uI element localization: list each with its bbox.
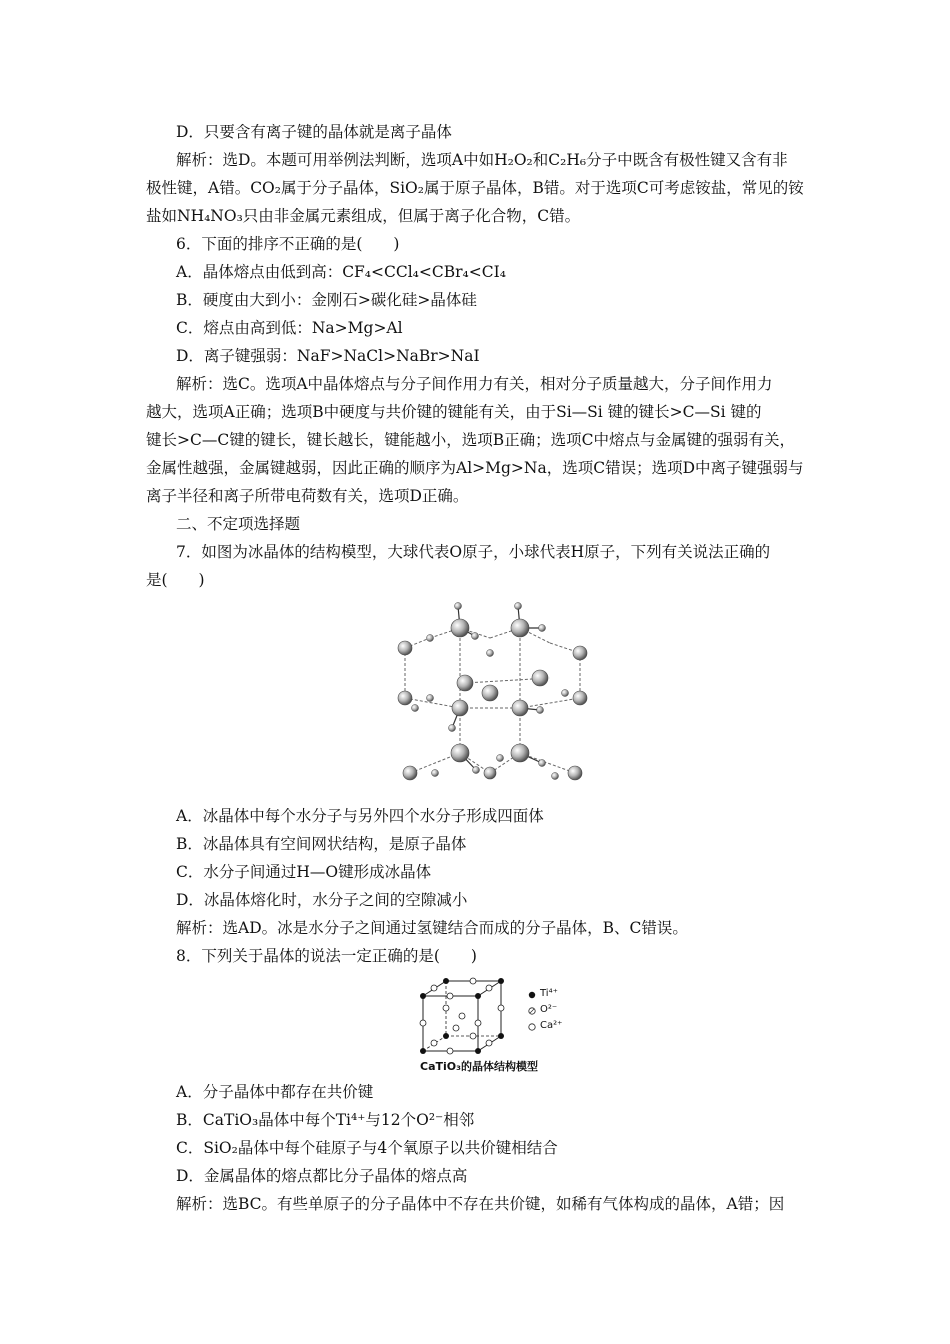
option-6c: C．熔点由高到低：Na>Mg>Al — [176, 319, 403, 337]
option-7c: C．水分子间通过H—O键形成冰晶体 — [176, 863, 432, 881]
option-8d: D．金属晶体的熔点都比分子晶体的熔点高 — [176, 1167, 468, 1185]
question-6: 6．下面的排序不正确的是( ) — [176, 235, 400, 253]
option-7b: B．冰晶体具有空间网状结构，是原子晶体 — [176, 835, 467, 853]
catio3-legend-markers — [526, 990, 538, 1034]
question-8: 8．下列关于晶体的说法一定正确的是( ) — [176, 947, 477, 965]
ice-structure-figure — [390, 598, 600, 798]
analysis-6-line-4: 金属性越强，金属键越弱，因此正确的顺序为Al>Mg>Na，选项C错误；选项D中离子键强弱与 — [146, 459, 804, 477]
analysis-7: 解析：选AD。冰是水分子之间通过氢键结合而成的分子晶体，B、C错误。 — [176, 919, 688, 937]
option-5d: D．只要含有离子键的晶体就是离子晶体 — [176, 123, 452, 141]
catio3-structure-figure — [418, 976, 518, 1056]
option-6d: D．离子键强弱：NaF>NaCl>NaBr>NaI — [176, 347, 480, 365]
option-8a: A．分子晶体中都存在共价键 — [176, 1083, 374, 1101]
option-8b: B．CaTiO₃晶体中每个Ti⁴⁺与12个O²⁻相邻 — [176, 1111, 475, 1129]
question-7-line-1: 7．如图为冰晶体的结构模型，大球代表O原子，小球代表H原子，下列有关说法正确的 — [176, 543, 771, 561]
legend-ca: Ca²⁺ — [540, 1020, 563, 1031]
analysis-5-line-3: 盐如NH₄NO₃只由非金属元素组成，但属于离子化合物，C错。 — [146, 207, 581, 225]
analysis-5-line-2: 极性键，A错。CO₂属于分子晶体，SiO₂属于原子晶体，B错。对于选项C可考虑铵盐，常见的铵 — [146, 179, 804, 197]
option-6a: A．晶体熔点由低到高：CF₄<CCl₄<CBr₄<CI₄ — [176, 263, 506, 281]
option-7a: A．冰晶体中每个水分子与另外四个水分子形成四面体 — [176, 807, 544, 825]
analysis-5-line-1: 解析：选D。本题可用举例法判断，选项A中如H₂O₂和C₂H₆分子中既含有极性键又含有非 — [176, 151, 788, 169]
analysis-6-line-2: 越大，选项A正确；选项B中硬度与共价键的键能有关，由于Si—Si 键的键长>C—Si 键的 — [146, 403, 762, 421]
option-8c: C．SiO₂晶体中每个硅原子与4个氧原子以共价键相结合 — [176, 1139, 558, 1157]
legend-o: O²⁻ — [540, 1004, 558, 1015]
analysis-8: 解析：选BC。有些单原子的分子晶体中不存在共价键，如稀有气体构成的晶体，A错；因 — [176, 1195, 785, 1213]
option-6b: B．硬度由大到小：金刚石>碳化硅>晶体硅 — [176, 291, 477, 309]
analysis-6-line-3: 键长>C—C键的键长，键长越长，键能越小，选项B正确；选项C中熔点与金属键的强弱有关， — [146, 431, 795, 449]
question-7-line-2: 是( ) — [146, 571, 205, 589]
legend-ti: Ti⁴⁺ — [540, 988, 558, 999]
analysis-6-line-1: 解析：选C。选项A中晶体熔点与分子间作用力有关，相对分子质量越大，分子间作用力 — [176, 375, 773, 393]
figure-caption: CaTiO₃的晶体结构模型 — [420, 1060, 538, 1073]
section-heading: 二、不定项选择题 — [176, 515, 301, 533]
option-7d: D．冰晶体熔化时，水分子之间的空隙减小 — [176, 891, 468, 909]
analysis-6-line-5: 离子半径和离子所带电荷数有关，选项D正确。 — [146, 487, 469, 505]
